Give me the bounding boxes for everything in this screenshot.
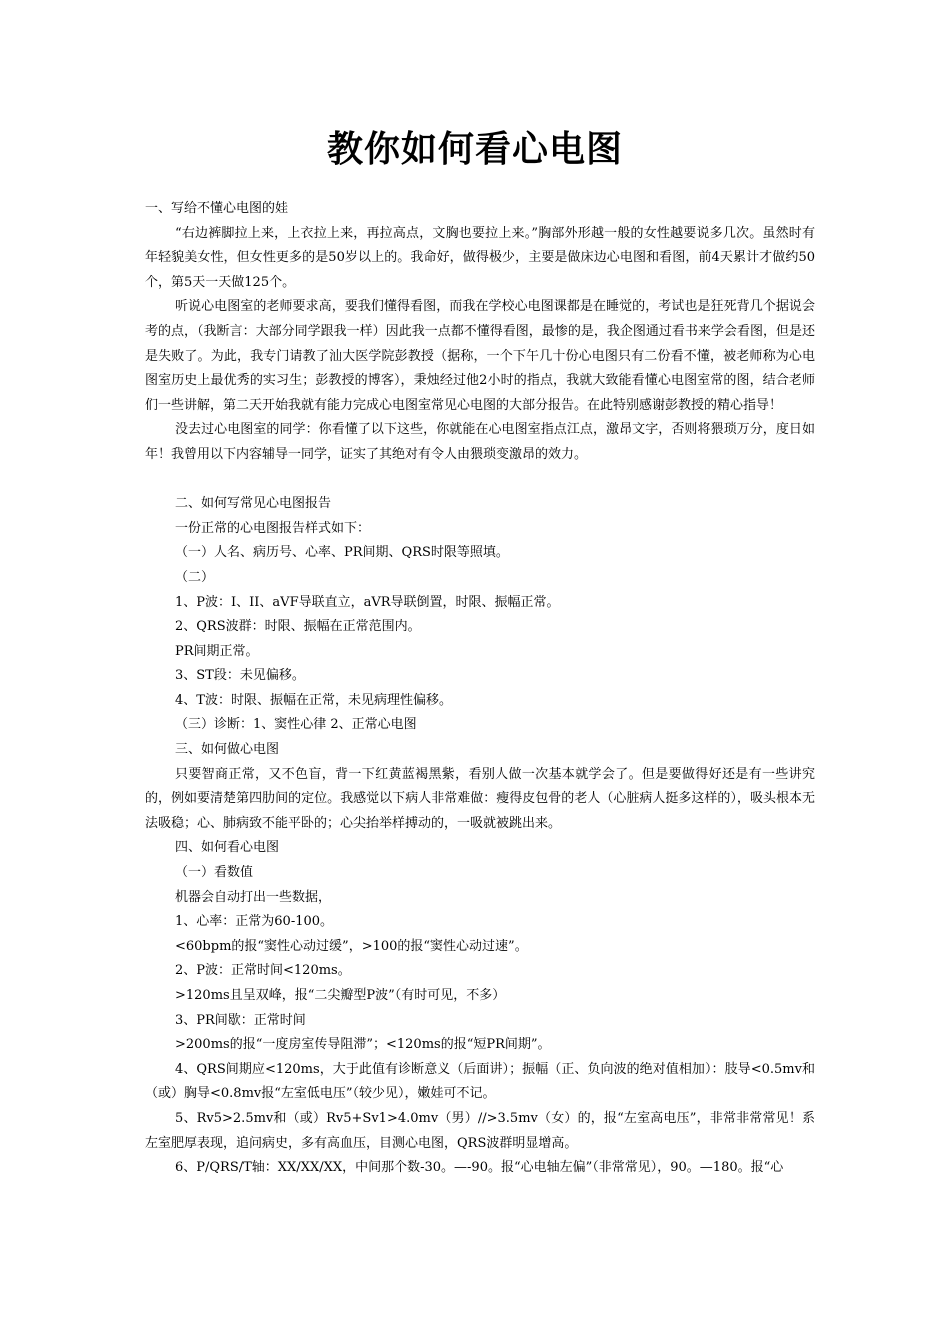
- paragraph: <60bpm的报“窦性心动过缓”，>100的报“窦性心动过速”。: [175, 938, 528, 954]
- paragraph: 机器会自动打出一些数据，: [175, 889, 332, 905]
- paragraph: 二、如何写常见心电图报告: [175, 496, 332, 512]
- paragraph: 一份正常的心电图报告样式如下：: [175, 520, 371, 536]
- paragraph: 1、心率：正常为60-100。: [175, 914, 334, 930]
- paragraph: PR间期正常。: [175, 643, 259, 659]
- paragraph: 3、PR间歇：正常时间: [175, 1012, 306, 1028]
- paragraph: 3、ST段：未见偏移。: [175, 668, 305, 684]
- paragraph: 5、Rv5>2.5mv和（或）Rv5+Sv1>4.0mv（男）//>3.5mv（女）的，报“左室高电压”，非常非常常见！系左室肥厚表现，追问病史，多有高血压，目测心电图，QRS波群明显增高。: [145, 1110, 815, 1151]
- paragraph: 6、P/QRS/T轴：XX/XX/XX，中间那个数-30。—-90。报“心电轴左偏”（非常常见），90。—180。报“心: [175, 1160, 784, 1176]
- paragraph: 四、如何看心电图: [175, 840, 280, 856]
- paragraph: 2、P波：正常时间<120ms。: [175, 963, 351, 979]
- paragraph: 4、T波：时限、振幅在正常，未见病理性偏移。: [175, 692, 452, 708]
- paragraph: （一）人名、病历号、心率、PR间期、QRS时限等照填。: [175, 545, 509, 561]
- paragraph: >120ms且呈双峰，报“二尖瓣型P波”（有时可见，不多）: [175, 988, 506, 1003]
- document-title: 教你如何看心电图: [326, 129, 623, 170]
- paragraph: 三、如何做心电图: [175, 742, 280, 758]
- paragraph: （三）诊断：1、窦性心律 2、正常心电图: [175, 717, 417, 733]
- paragraph: 只要智商正常，又不色盲，背一下红黄蓝褐黑紫，看别人做一次基本就学会了。但是要做得好还是有一些讲究的，例如要清楚第四肋间的定位。我感觉以下病人非常难做：瘦得皮包骨的老人（心脏病人挺多这样的），吸头根本无法吸稳；心、肺病致不能平卧的；心尖抬举样搏动的，一吸就被跳出来。: [145, 766, 815, 831]
- paragraph: “右边裤脚拉上来，上衣拉上来，再拉高点，文胸也要拉上来。”胸部外形越一般的女性越要说多几次。虽然时有年轻貌美女性，但女性更多的是50岁以上的。我命好，做得极少，主要是做床边心电图和看图，前4天累计才做约50个，第5天一天做125个。: [145, 225, 815, 290]
- paragraph: （一）看数值: [175, 865, 254, 881]
- blank-line: [145, 468, 815, 493]
- paragraph: 没去过心电图室的同学：你看懂了以下这些，你就能在心电图室指点江点，激昂文字，否则将猥琐万分，度日如年！我曾用以下内容辅导一同学，证实了其绝对有令人由猥琐变激昂的效力。: [145, 422, 815, 462]
- paragraph: （二）: [175, 569, 215, 585]
- paragraph: 1、P波：I、II、aVF导联直立，aVR导联倒置，时限、振幅正常。: [175, 594, 560, 610]
- paragraph: >200ms的报“一度房室传导阻滞”；<120ms的报“短PR间期”。: [175, 1037, 551, 1053]
- paragraph: 4、QRS间期应<120ms，大于此值有诊断意义（后面讲）；振幅（正、负向波的绝对值相加）：肢导<0.5mv和（或）胸导<0.8mv报“左室低电压”（较少见），嫩娃可不记。: [145, 1061, 815, 1102]
- paragraph: 2、QRS波群：时限、振幅在正常范围内。: [175, 619, 421, 635]
- document-body: [145, 197, 815, 1181]
- paragraph: 一、写给不懂心电图的娃: [145, 201, 289, 216]
- paragraph: 听说心电图室的老师要求高，要我们懂得看图，而我在学校心电图课都是在睡觉的，考试也是狂死背几个据说会考的点，（我断言：大部分同学跟我一样）因此我一点都不懂得看图，最惨的是，我企图通过看书来学会看图，但是还是失败了。为此，我专门请教了汕大医学院彭教授（据称，一个下午几十份心电图只有二份看不懂，被老师称为心电图室历史上最优秀的实习生；彭教授的博客），秉烛经过他2小时的指点，我就大致能看懂心电图室常的图，结合老师们一些讲解，第二天开始我就有能力完成心电图室常见心电图的大部分报告。在此特别感谢彭教授的精心指导！: [145, 299, 815, 413]
